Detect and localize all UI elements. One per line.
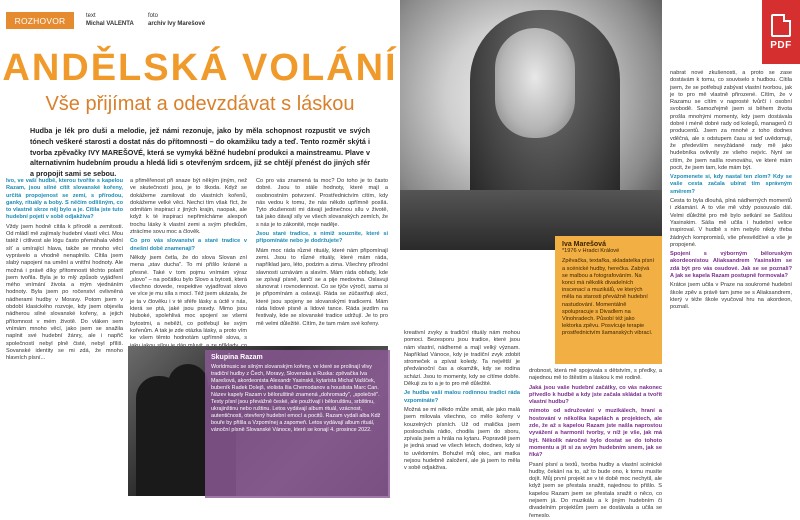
caption-text: Worldmusic se silným slovanským kořeny, ve které se prolínají vlivy tradiční hudby z Čech, Moravy, Slovenska a Ruska: zpěvačka Iva Marešová, akordeonista Alexandr Yasinskii, kytarista Michal Vašíček, bubeník Radek Dolejš, violista Ilia Chemodanov a houslista Marc Can. Název kapely Razam v běloruštině znamená „dohromady", „společně". Texty písní jsou převážně české, ale používají i běloruštinu, srbštinu, ukrajinštinu nebo ruštinu. Letos vydávají album rituál, vzácnost, autentičnosti, otevřený hudební emocí a pocitů. Razam vydali alba Kdž bouře by přišla a Vzpomínej a zapomeň. Letos vydávají album rituál, vánoční písně Slovanské Vánoce, které se konají 4. prosince 2022. (211, 364, 381, 433)
photo-credit: foto archiv Ivy Marešové (148, 13, 206, 27)
article-subtitle: Vše přijímat a odevzdávat s láskou (45, 93, 355, 115)
interview-answer: Co pro vás znamená ta moc? Do toho je to často dobré. Jsou to stále hodnoty, které mají a osobnostním potvrzení. Prostřednictvím cítím, kdy nás vedou k tomu, že nás někdo upřímně posílá. Tyto zkušenosti mi dávají jedinečnou sílu v životě, tak jako dávají síly ve všech slovanských zemích, že s nás je to zákonité, moje naděje. (256, 178, 388, 228)
article-column-1 (6, 178, 123, 496)
interview-answer: Krátce jsem učila v Praze na soukromé hudební škole zpěv a právě tam jsme se s Aliaksandrem, který v téže škole vyučoval hru na akordeon, poznali. (670, 282, 792, 311)
section-label: ROZHOVOR (6, 12, 74, 29)
text-credit: text Michal VALENTA (86, 13, 134, 27)
article-column-3 (256, 178, 388, 346)
interview-answer: Mám moc ráda různé rituály, které nám připomínají zemi. Jsou to různé rituály, které mám ráda, například jaro, léto, podzim a zima. Všechny přírodní slavnosti uznávám a slavím. Mám ráda obřady, kde se zpívají písně, tančí se a pije medovina. Oslavuji slunovrat i rovnodennost. Co se týče výročí, sama si je připomínám a oslavuji. Ráda se zúčastňuji akcí, které jsou spojeny se slovanskými tradicemi. Mám ráda lidové písně a lidové tance. Ráda jezdím na festivaly, kde se slovanské tradice udržují. Je to pro mě velmi důležité. Cítím, že tam mám své kořeny. (256, 247, 388, 327)
interview-answer: Cesta to byla dlouhá, plná nádherných momentů i zklamání. A to vše mě vždy posouvalo dál. Velmi důležité pro mě bylo setkání se Saššou Yasinskim. Sáša mě učila i hudební velice inspiroval. V hudbě s ním nebylo nikdy třeba žádných kompromisů, vše přesvědčivé a vše je propojené. (670, 198, 792, 248)
interview-question: Co pro vás slovanství a staré tradice v dnešní době znamenají? (130, 238, 247, 252)
artist-birth: *1976 v Hradci Králové (562, 248, 620, 255)
interview-question: Je hudba vaší malou rodinnou tradicí ráda vzpomínáte? (404, 390, 520, 404)
interview-question: mimoto od sdružování v muzikálech, hraní a hostování v několika kapelách a projektech, ale zde, že až s kapelou Razam jste našla naprostou vyvážení a harmonii tvorby, v níž je vše, jak má být. Několik náročné bylo dostat se do tohoto momentu a jít si za svým hudebním snem, jak se říká? (529, 408, 662, 459)
article-column-6 (670, 70, 792, 496)
interview-answer: Psaní písní a textů, tvorba hudby a vlastní scénické hudby, čekání na to, až to bude ono, k tomu musíte dojít. Můj první projekt se v té době moc nechytil, ale když jsem se přestala snažit, najednou to přišlo. S kapelou Razam jsem se přestala snažit o něco, co nejsem já. Do muzikálu a k jiným hudebním či divadelním projektům jsem se dostávala a učila se řemeslo. (529, 461, 662, 519)
interview-question: Jsou staré tradice, s nimiž souznite, které si připomínáte nebo je dodržujete? (256, 231, 388, 245)
article-column-4 (404, 330, 520, 496)
interview-answer: Někdy jsem četla, že do slova Slovan zní mena „stav ducha". To mi přišlo krásné a přesné. Také v tom pojmu vnímám výraz „slovo" – na počátku bylo Slovo a bytosti, která všechno dovede, respektive vyjadřovat slovo ve více je mu síla s mocí. Též jsem ukázala, že je ta v člověku i v té sféře lásky a úctě v nás, která se ptá, jaké jsou pravdy. Mimo jsou hluboké, spolehlivá moc spojení se všemi bytostmi, a neběží, co potřebují ke svým kořenům. A tak je zde otázka lásky, a proto vím ke všem těmto hodnotám upřímně slova, s (130, 254, 247, 342)
interview-question: Ivo, ve vaší hudbě, kterou tvoříte s kapelou Razam, jsou silné cítit slovanské kořeny, určitá propojenost se zemí, s přírodou, ganky, rituály a boby. S něčím odlišným, co to vlastně skrze něj bylo a je. Cítila jste tuto hudební pojetí v sobě odjakživa? (6, 178, 123, 221)
interview-answer: Vždy jsem hodně cítila k přírodě a zemitosti. Od mládí mě zajímaly hudební vlastí věci. Mou tatéž i citlivost ale lógu často přemáhala vědní síť a umírající hlava, takže se mnoho věcí vyprávelo a vhodně nenaplnilo. Cítila jsem slabý napojení na umění a vnitřní hodnoty. Ale možná i právě díky přítomnosti těchto polarit jsem tvořila. Byla je to mlý způsob vyjádření mého vnímání života a mým vjednáním hodnoty. Byla jsem po ročenství ovlivněná nádherami hudby v Moravy. Potom jsem v období klasického rozvoje, kdy jsem objevila nádherou silné slovanské kořeny, a jejich přítomnost v mém životě. Do vláken sem vnímám mnoho věcí, jako jsem se snažila naplnit své hudební žánry, ale i napřič společností nebyl plně čisté, nebyl příliš. Sovanské identity se mi zdá, že mnoho hlavních písní... (6, 223, 123, 362)
article-column-2 (130, 178, 247, 346)
interview-answer: Možná se mi někdo může smát, ale jako malá jsem milovala všechno, co mělo kořeny v kouzelných písních. Už od malička jsem poslouchala rádio, chodila jsem do sboru, zpívala jsem a hrála na kytaru. Popravdě jsem je jedná snad ve všech letech, dodnes, kdy si to uvědomím. Bohužel můj otec, ani matka nejsou hudebně založení, ale já jsem to měla v sobě odjakživa. (404, 406, 520, 472)
artist-bio: Zpěvačka, textařka, skladatelka písní a scénické hudby, herečka. Zabývá se malbou a fotografováním. Na konci má několik divadelních inscenací a muzikálů, ve kterých měla na starosti převážně hudební nastudování. Momentálně spolupracuje s Divadlem na Vinohradech. Působí též jako lektorka zpěvu. Posvícuje terapie prostřednictvím šamanských vibrací. (562, 258, 655, 337)
article-title: ANDĚLSKÁ VOLÁNÍ (2, 47, 398, 89)
interview-answer: drobnost, která mě spojovala s dětstvím, s předky, a najednou mě to štěstím a láskou k mé rodině. (529, 368, 662, 382)
pdf-label: PDF (770, 39, 792, 51)
pdf-icon (771, 14, 791, 37)
interview-question: Spojení s výborným běloruským akordeonistou Aliaksandrem Yasinskim se zdá být pro vás osudové. Jak se se poznali? A jak se kapela Razam postupně formovala? (670, 251, 792, 280)
artist-name: Iva Marešová (562, 241, 606, 248)
portrait-photo (400, 0, 662, 236)
article-column-5 (529, 368, 662, 519)
artist-info-box (555, 236, 662, 364)
interview-answer: nabrat nové zkušenosti, a proto se zase dostávám k tomu, co souviselo s hudbou. Cítila jsem, že se potřebuji zabývat vlastní tvorbou, jak je to pro mě vlastně přirozené. Cítím, že v Razamu se cítím v naprosté tvůrčí i osobní svobodě. Samozřejmě jsem si během života prošla mnohými momenty, kdy jsem dostávala dobré i méně dobré rady od kolegů, managerů či producentů. Jsem za mnohé z toho dodnes vděčná, ale s odstupem času si teď uvědomuji, že především nevyžádané rady mě jako hudebníka ovlivnily ze všeho nejvíc. Nyní se cítím, že jsem našla rovnováhu, ve které mám pocit, že jsem tam, kde mám být. (670, 70, 792, 171)
interview-question: Vzpomenete si, kdy nastal ten zlom? Kdy se vaše cesta začala ubírat tím správným směrem? (670, 174, 792, 195)
interview-question: Jaká jsou vaše hudební začátky, co vás nakonec přivedlo k hudbě a kdy jste začala skládat a tvořit vlastní hudbu? (529, 384, 662, 406)
interview-answer: a přiměřenost při snaze být někým jiným, než ve skutečnosti jsou, je to škoda. Když se dokážeme zamilovat do vlastních kořenů, dokážeme velké věci. Nechci tím však říct, že odmítám inspiraci z jiných krajin, naopak, ale když k té inspiraci nepřimícháme alespoň trochu lásky k vlastní zemi a svým předkům, ztrácíme sovu moc a člověk. (130, 178, 247, 236)
article-lead: Hudba je lék pro duši a melodie, jež námi rezonuje, jako by měla schopnost rozpustit ve svých tónech veškeré starosti a dostat nás do přítomnosti – do okamžiku tady a teď. Tento rozměr skýtá i tvorba zpěvačky IVY MAREŠOVÉ, která se vymyká běžné hudební produkci a mainstreamu. Plave v alternativním hudebním proudu a hledá lidi s otevřeným srdcem, již se chtějí přenést do jiných sfér a propojit sami se sebou. (30, 126, 370, 179)
pdf-download-button[interactable] (762, 0, 800, 64)
caption-title: Skupina Razam (211, 354, 263, 361)
band-caption (205, 350, 390, 498)
interview-answer: kreativní zvyky a tradiční rituály nám mohou pomoci. Bezesporu jsou tradice, které jsou nám vlastní, nádherné a mají velký význam. Například Vánoce, kdy je tradiční zvyk zdobit stromeček a zpívat koledy. Ta největší je předvánoční čas a okamžik, kdy se rodina schází. Jsou to momenty, kdy se cítíme dobře. Děkuji za to a je to pro mě důležité. (404, 330, 520, 388)
